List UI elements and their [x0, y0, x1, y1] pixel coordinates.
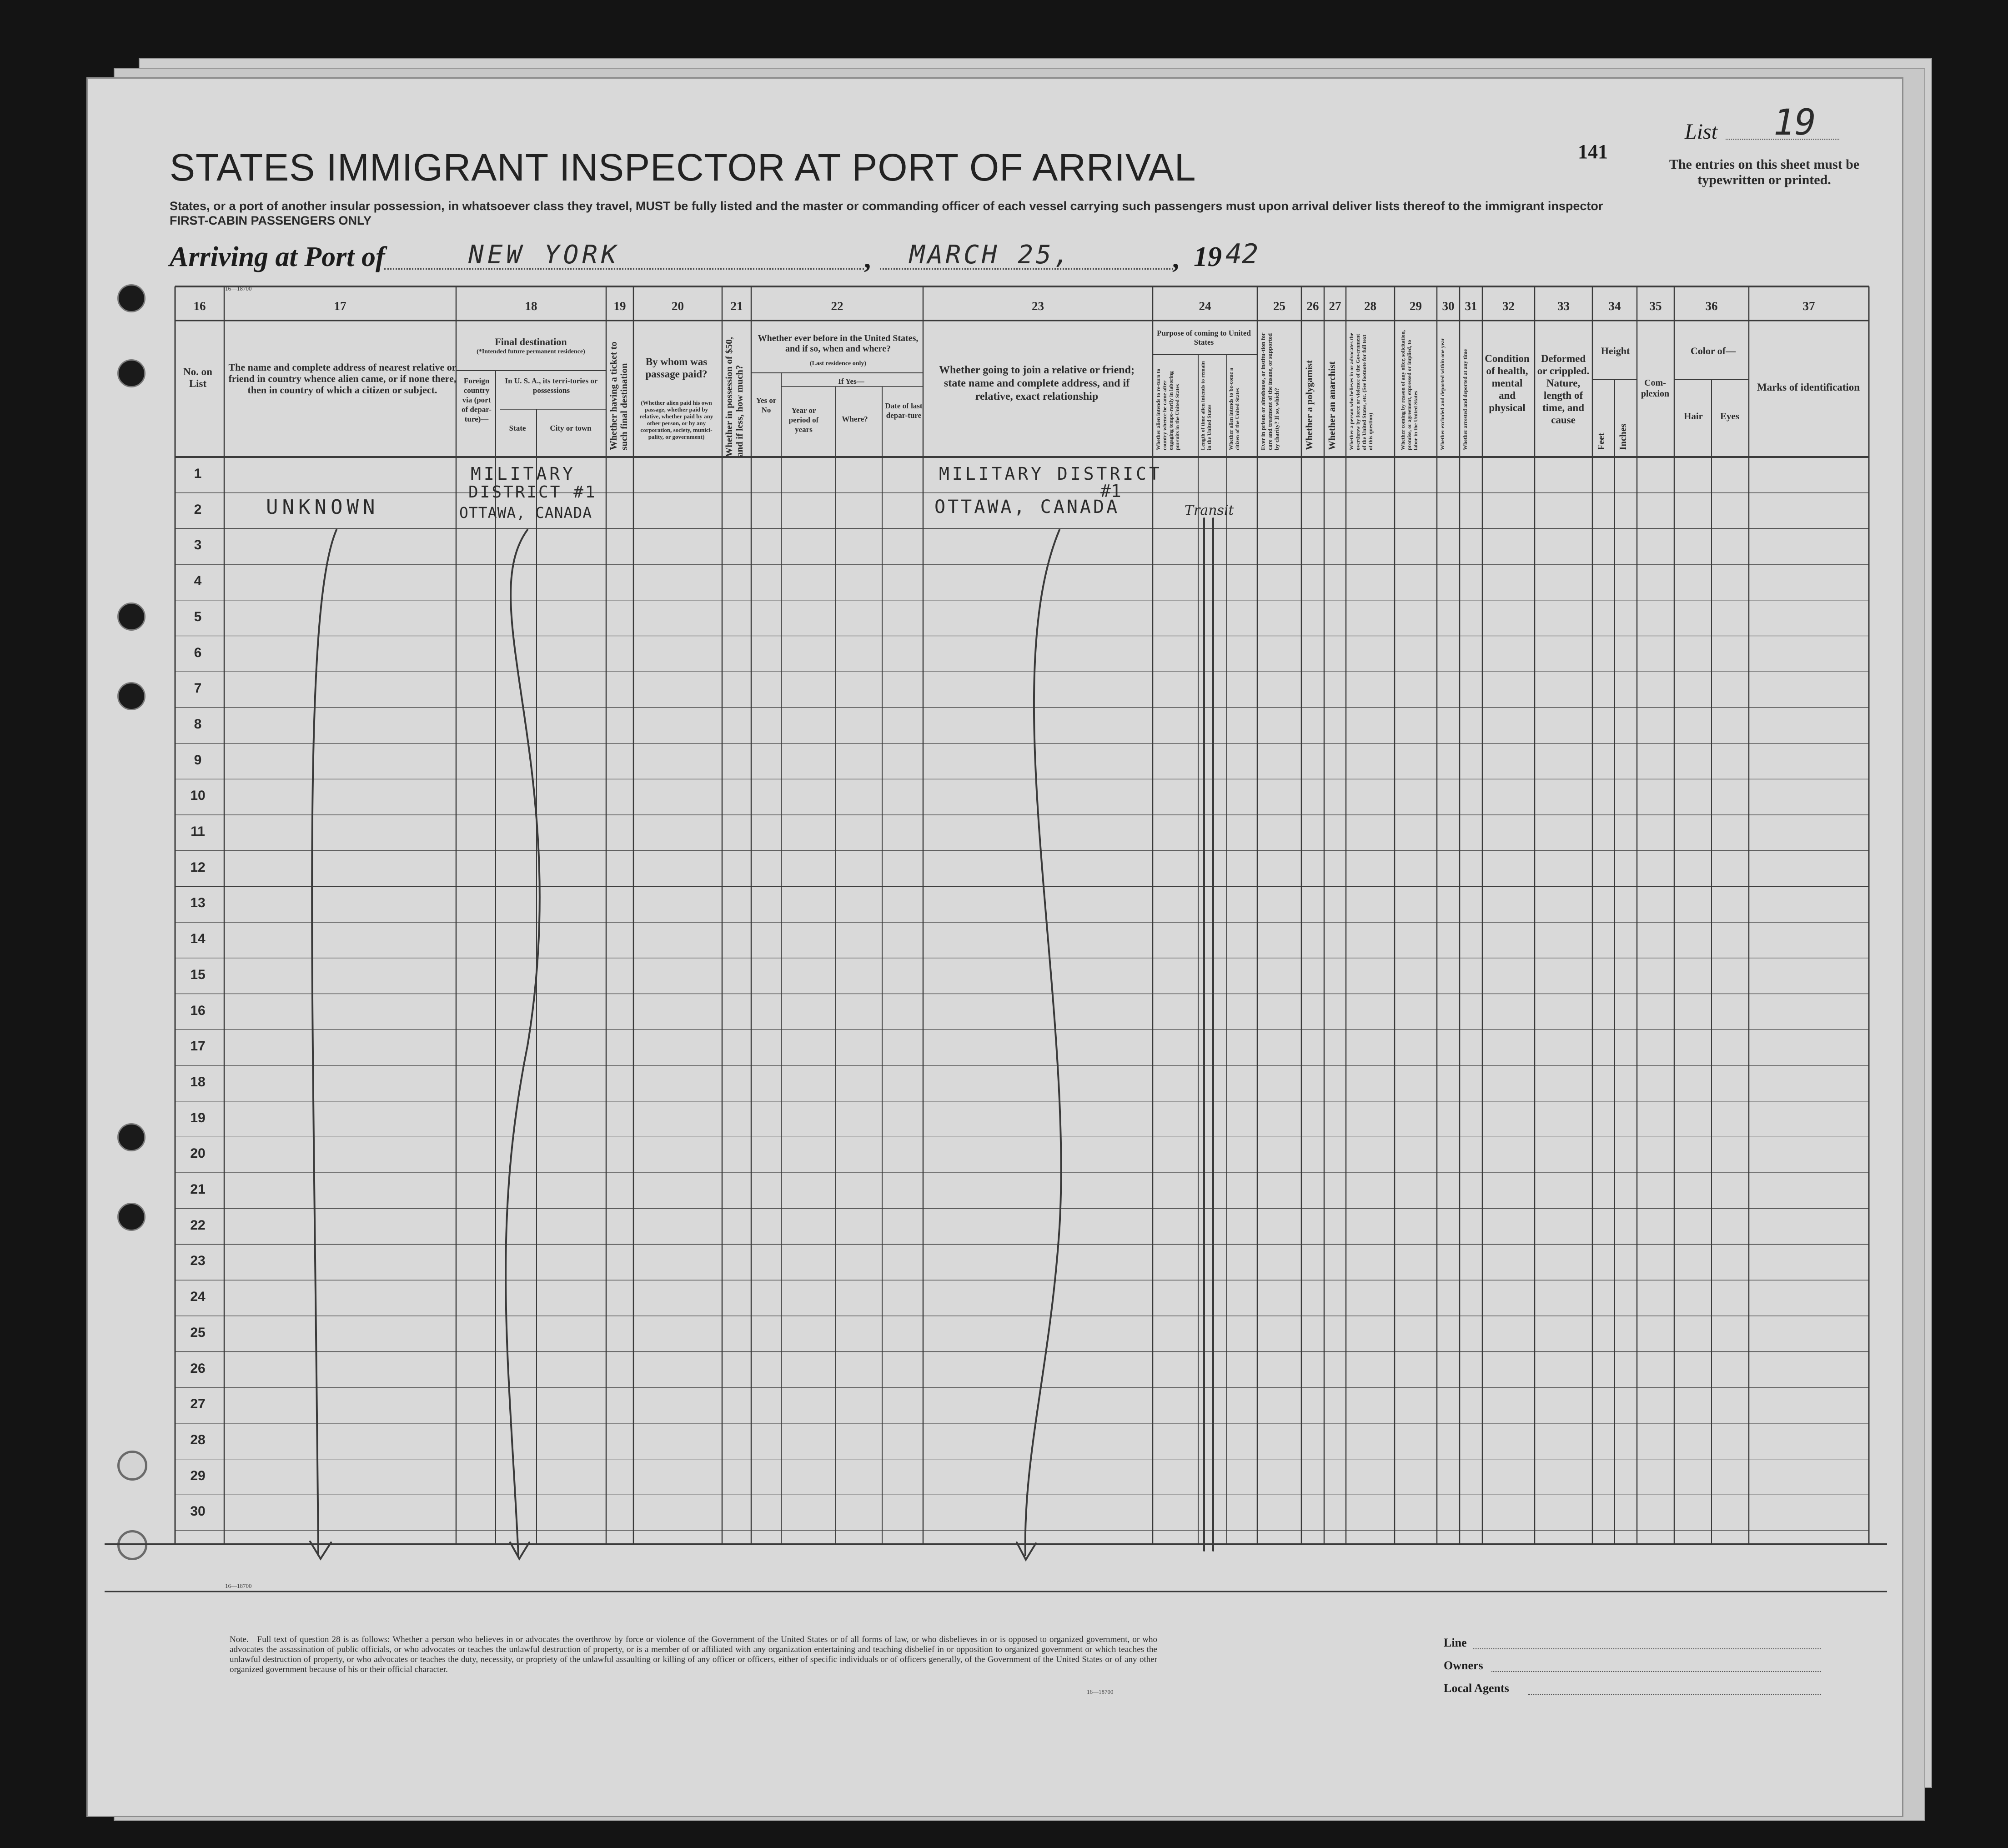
form-title: STATES IMMIGRANT INSPECTOR AT PORT OF ARRIVAL	[170, 146, 1196, 189]
row-number: 29	[190, 1468, 206, 1483]
column-number: 16	[193, 299, 206, 313]
line-label: Line	[1444, 1636, 1467, 1649]
row-number: 7	[194, 681, 202, 696]
row-number: 24	[190, 1289, 206, 1305]
instructions: The entries on this sheet must be typewritten or printed.	[1669, 157, 1860, 187]
row-number: 2	[194, 502, 202, 517]
header-nearest-relative: The name and complete address of nearest relative or friend in country whence alien came, or if none there, then in country of which a citizen or subject.	[228, 362, 457, 396]
header-ticket: Whether having a ticket to such final destination	[608, 341, 629, 450]
row-number: 26	[190, 1361, 206, 1376]
column-number: 28	[1364, 299, 1376, 313]
column-number: 19	[613, 299, 626, 313]
arriving-label: Arriving at Port of	[170, 241, 385, 272]
column-number: 36	[1705, 299, 1718, 313]
header-final-destination: Final destination	[495, 336, 567, 347]
port-value[interactable]: NEW YORK	[468, 240, 620, 270]
row-number: 16	[190, 1003, 206, 1018]
row1-join-line3[interactable]: OTTAWA, CANADA	[934, 497, 1120, 517]
row-number: 25	[190, 1325, 206, 1340]
header-possession-50: Whether in possession of $50, and if less, how much?	[723, 337, 745, 457]
column-number: 37	[1802, 299, 1815, 313]
row-number: 1	[194, 466, 202, 481]
header-excluded: Whether excluded and deported within one year	[1439, 337, 1446, 450]
local-agents-label: Local Agents	[1444, 1682, 1509, 1695]
row-number: 12	[190, 859, 206, 875]
form-class: FIRST-CABIN PASSENGERS ONLY	[170, 214, 372, 227]
row-number: 5	[194, 609, 202, 624]
header-anarchist: Whether an anarchist	[1326, 361, 1337, 450]
column-number: 18	[525, 299, 537, 313]
row-number: 9	[194, 752, 202, 768]
row1-dest-line3[interactable]: OTTAWA, CANADA	[459, 504, 592, 522]
column-number: 35	[1649, 299, 1662, 313]
line-field[interactable]	[1473, 1648, 1821, 1649]
form-subtitle: States, or a port of another insular possession, in whatsoever class they travel, MUST be fully listed and the master or commanding officer of each vessel carrying such passengers must upon arrival deliver lists thereof to the immigrant inspector	[170, 199, 1603, 213]
row-number: 14	[190, 931, 206, 947]
header-no-on-list: No. on List	[183, 366, 212, 389]
row-number: 10	[190, 788, 206, 803]
list-label: List	[1685, 120, 1718, 144]
owners-label: Owners	[1444, 1659, 1483, 1672]
row-number: 18	[190, 1074, 206, 1090]
local-agents-field[interactable]	[1528, 1694, 1821, 1695]
header-ever-before: Whether ever before in the United States, and if so, when and where?	[758, 333, 919, 354]
row-number: 8	[194, 716, 202, 732]
header-complexion: Com-plexion	[1641, 378, 1670, 399]
row-number: 28	[190, 1432, 206, 1447]
column-number: 22	[831, 299, 843, 313]
row-number: 21	[190, 1182, 206, 1197]
header-question-28: Whether a person who believes in or advocates the overthrow by force or violence of the Government of the United States, etc. (See footnote for full text of this question)	[1348, 332, 1374, 450]
header-marks: Marks of identification	[1757, 382, 1860, 393]
column-number: 25	[1273, 299, 1285, 313]
row-number: 3	[194, 537, 202, 553]
footnote-question-28: Note.—Full text of question 28 is as follows: Whether a person who believes in or advocates the overthrow by force or violence of the Government of the United States or of all forms of law, or who disbelieves in or is opposed to organized government, or who advocates the assassination of public officials, or who advocates or teaches the unlawful destruction of property, or is a member of or affiliated with any organization entertaining and teaching disbelief in or opposition to organized government or which teaches the unlawful destruction of property, or who advocates or teaches the duty, necessity, or propriety of the unlawful assaulting or killing of any officer or officers, either of specific individuals or of officers generally, of the Government of the United States or of any other organized government because of his or their official character.	[230, 1635, 1157, 1674]
row-number: 20	[190, 1146, 206, 1161]
column-number: 34	[1608, 299, 1621, 313]
header-labor-offer: Whether coming by reason of any offer, solicitation, promise, or agreement, expressed or implied, to labor in the United States	[1400, 330, 1419, 450]
row1-dest-line1[interactable]: MILITARY	[471, 464, 576, 484]
row-number: 17	[190, 1039, 206, 1054]
row-number: 30	[190, 1504, 206, 1519]
header-color-of: Color of—	[1690, 345, 1736, 357]
row-number: 6	[194, 645, 202, 660]
row1-dest-line2[interactable]: DISTRICT #1	[468, 483, 597, 502]
column-number: 30	[1442, 299, 1455, 313]
column-number: 29	[1410, 299, 1422, 313]
column-number: 24	[1199, 299, 1211, 313]
row-number: 23	[190, 1253, 206, 1269]
header-polygamist: Whether a polygamist	[1304, 360, 1315, 450]
row-number: 19	[190, 1110, 206, 1125]
header-height: Height	[1601, 345, 1630, 357]
header-passage-paid: By whom was passage paid?	[645, 356, 708, 380]
column-number: 31	[1465, 299, 1477, 313]
date-value[interactable]: MARCH 25,	[909, 240, 1072, 270]
header-arrested: Whether arrested and deported at any time	[1462, 349, 1468, 450]
row-number: 4	[194, 573, 202, 589]
owners-field[interactable]	[1491, 1671, 1821, 1672]
column-number: 27	[1329, 299, 1341, 313]
row-number: 27	[190, 1396, 206, 1412]
row-number: 13	[190, 895, 206, 911]
row-number: 11	[191, 824, 205, 839]
column-number: 23	[1032, 299, 1044, 313]
column-number: 20	[672, 299, 684, 313]
row-number: 15	[190, 967, 206, 982]
year-value[interactable]: 42	[1225, 238, 1259, 270]
row1-purpose[interactable]: Transit	[1185, 502, 1234, 518]
header-going-to-join: Whether going to join a relative or friend; state name and complete address, and if relative, exact relationship	[939, 364, 1135, 402]
column-number: 32	[1502, 299, 1515, 313]
row-number: 22	[190, 1217, 206, 1233]
header-purpose: Purpose of coming to United States	[1157, 329, 1251, 346]
column-number: 26	[1306, 299, 1319, 313]
header-health: Condition of health, mental and physical	[1485, 353, 1530, 413]
row1-relative[interactable]: UNKNOWN	[266, 496, 379, 519]
column-number: 33	[1557, 299, 1570, 313]
column-number: 21	[730, 299, 743, 313]
row1-join-line1[interactable]: MILITARY DISTRICT	[939, 464, 1162, 484]
column-number: 17	[334, 299, 346, 313]
header-deformed: Deformed or crippled. Nature, length of time, and cause	[1537, 353, 1590, 426]
page-number: 141	[1578, 141, 1608, 163]
year-prefix: 19	[1194, 241, 1222, 272]
row1-join-line2[interactable]: #1	[1100, 481, 1121, 501]
header-prison: Ever in prison or almshouse, or institu-tion for care and treatment of the insane, or supported by charity? If so, which?	[1260, 332, 1280, 450]
list-number[interactable]: 19	[1773, 102, 1816, 143]
